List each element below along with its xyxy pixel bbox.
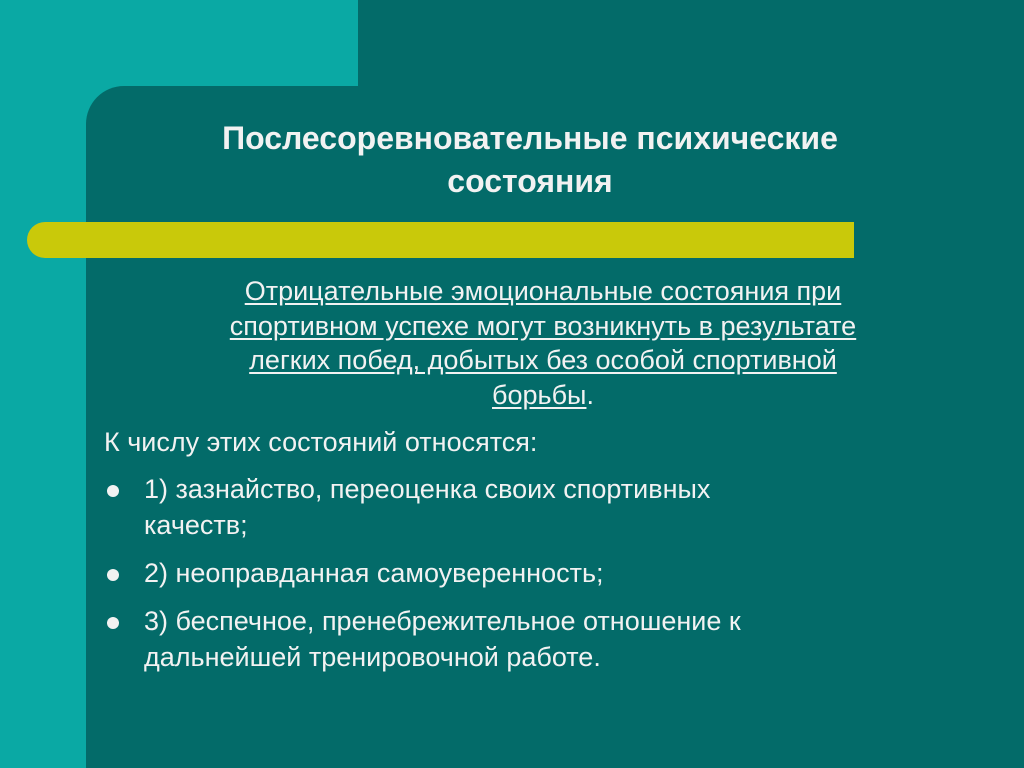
bullet-icon (107, 617, 119, 629)
subtitle (128, 274, 958, 412)
list-item: 3) беспечное, пренебрежительное отношение к дальнейшей тренировочной работе. (104, 603, 964, 675)
slide-title-line: Послесоревновательные психические (222, 120, 838, 156)
subtitle-line: борьбы. (492, 379, 594, 410)
bullet-icon (107, 485, 119, 497)
accent-bar (27, 222, 854, 258)
subtitle-line: спортивном успехе могут возникнуть в результате (229, 310, 857, 341)
intro-text: К числу этих состояний относятся: (104, 427, 538, 457)
subtitle-line: Отрицательные эмоциональные состояния при (244, 276, 842, 306)
slide-title-line: состояния (447, 163, 613, 199)
bullet-icon (107, 569, 119, 581)
slide-title (100, 117, 960, 203)
states-list (104, 471, 964, 687)
subtitle-line: легких побед, добытых без особой спортивной (249, 345, 837, 375)
top-right-panel (358, 0, 1024, 86)
list-item: 2) неоправданная самоуверенность; (104, 555, 964, 591)
list-item: 1) зазнайство, переоценка своих спортивных качеств; (104, 471, 964, 543)
